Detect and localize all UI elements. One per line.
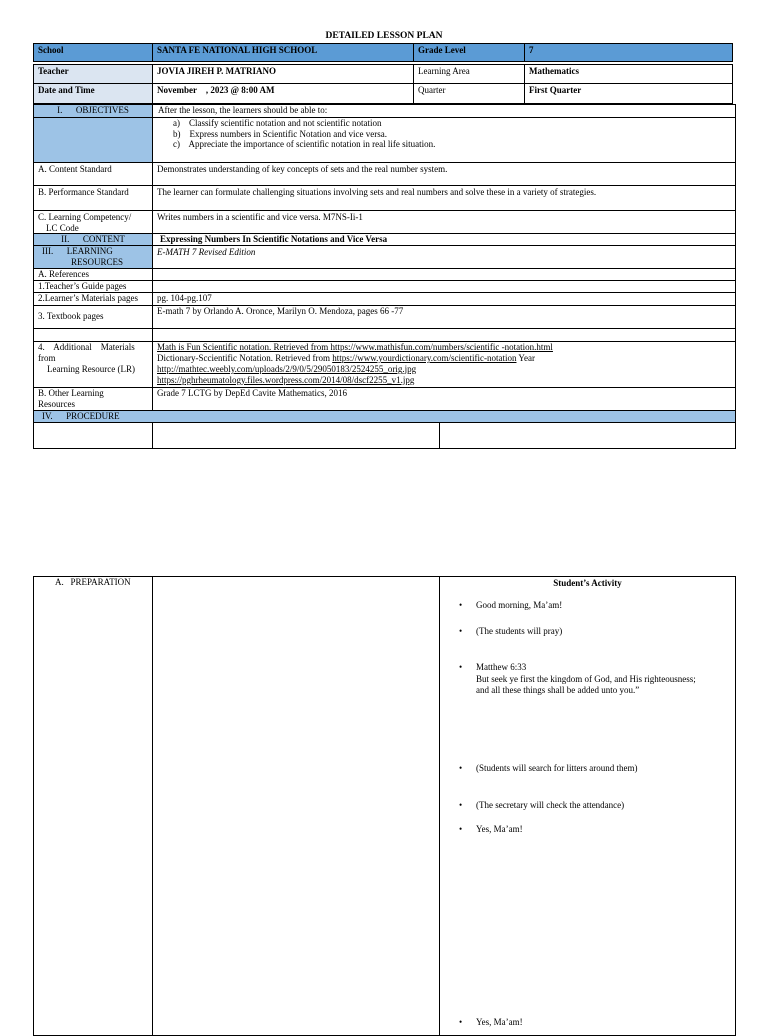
teachers-guide-label: 1.Teacher’s Guide pages xyxy=(33,280,153,293)
student-activity-text: Matthew 6:33 xyxy=(476,662,527,672)
teacher-label: Teacher xyxy=(33,64,153,84)
procedure-cell-1 xyxy=(33,422,153,449)
procedure-label: IV. PROCEDURE xyxy=(33,410,736,423)
date-time-label: Date and Time xyxy=(33,83,153,104)
objectives-intro: After the lesson, the learners should be able to: xyxy=(153,105,735,118)
student-activity-header: Student’s Activity xyxy=(553,578,622,588)
quarter-value: First Quarter xyxy=(524,83,733,104)
page-title: DETAILED LESSON PLAN xyxy=(325,31,443,41)
learning-resources-label-line: RESOURCES xyxy=(71,256,124,267)
quarter-label: Quarter xyxy=(413,83,525,104)
bible-verse-line: But seek ye first the kingdom of God, and His righteousness; xyxy=(476,673,696,684)
school-value: SANTA FE NATIONAL HIGH SCHOOL xyxy=(152,43,414,62)
mathtec-link[interactable]: http://mathtec.weebly.com/uploads/2/9/0/5/29050183/2524255_orig.jpg xyxy=(157,364,417,374)
textbook-value: E-math 7 by Orlando A. Oronce, Marilyn O. Mendoza, pages 66 -77 xyxy=(152,305,736,329)
student-activity-item xyxy=(459,626,732,638)
additional-material-line xyxy=(157,342,731,353)
content-standard-label: A. Content Standard xyxy=(33,162,153,186)
learning-resources-value: E-MATH 7 Revised Edition xyxy=(152,245,736,269)
textbook-label: 3. Textbook pages xyxy=(33,305,153,329)
competency-label xyxy=(33,210,153,234)
student-activity-text: (The students will pray) xyxy=(476,626,563,636)
additional-material-text: Dictionary-Sccientific Notation. Retrieved from xyxy=(157,353,333,363)
grade-level-label: Grade Level xyxy=(413,43,525,62)
performance-standard-label: B. Performance Standard xyxy=(33,185,153,211)
content-standard-value: Demonstrates understanding of key concepts of sets and the real number system. xyxy=(152,162,736,186)
student-activity-item xyxy=(459,824,732,836)
student-activity-item xyxy=(459,763,732,775)
learning-resources-label xyxy=(33,245,153,269)
bullet-icon: • xyxy=(459,763,463,773)
student-activity-item xyxy=(459,800,732,812)
additional-materials-label-line: Learning Resource (LR) xyxy=(47,364,135,374)
other-resources-value: Grade 7 LCTG by DepEd Cavite Mathematics, 2016 xyxy=(152,387,736,411)
mathisfun-link[interactable]: https://www.mathisfun.com/numbers/scientific -notation.html xyxy=(330,342,553,352)
preparation-label: A. PREPARATION xyxy=(33,576,153,1036)
grade-level-value: 7 xyxy=(524,43,733,62)
objectives-label: I. OBJECTIVES xyxy=(34,105,152,118)
additional-material-line xyxy=(157,353,731,364)
bullet-icon: • xyxy=(459,626,463,636)
other-resources-label-line: B. Other Learning xyxy=(38,388,104,398)
bullet-icon: • xyxy=(459,1017,463,1027)
additional-materials-value xyxy=(152,341,736,388)
objective-item: a) Classify scientific notation and not scientific notation xyxy=(173,118,382,128)
learners-materials-label: 2.Learner’s Materials pages xyxy=(33,292,153,306)
references-label: A. References xyxy=(33,268,153,281)
student-activity-item xyxy=(459,662,732,697)
competency-label-line: C. Learning Competency/ xyxy=(38,212,132,222)
blank-row-value xyxy=(152,328,736,342)
bullet-icon: • xyxy=(459,824,463,834)
additional-materials-label xyxy=(33,341,153,388)
student-activity-item xyxy=(459,600,732,612)
objective-item: c) Appreciate the importance of scientific notation in real life situation. xyxy=(173,139,436,149)
procedure-cell-3 xyxy=(439,422,736,449)
additional-material-text: Math is Fun Scientific notation. Retrieved from xyxy=(157,342,331,352)
performance-standard-value: The learner can formulate challenging situations involving sets and real numbers and solve these in a variety of strategies. xyxy=(152,185,736,211)
objectives-label-cell xyxy=(33,104,153,163)
content-value: Expressing Numbers In Scientific Notations and Vice Versa xyxy=(152,233,736,246)
competency-value: Writes numbers in a scientific and vice versa. M7NS-Ii-1 xyxy=(152,210,736,234)
bible-verse-line: and all these things shall be added unto you.” xyxy=(476,685,640,695)
competency-label-line: LC Code xyxy=(46,222,79,233)
objectives-content xyxy=(152,104,736,163)
student-activity-text: (Students will search for litters around them) xyxy=(476,763,638,773)
student-activity-text: Yes, Ma’am! xyxy=(476,1017,523,1027)
teacher-value: JOVIA JIREH P. MATRIANO xyxy=(152,64,414,84)
bullet-icon: • xyxy=(459,600,463,610)
procedure-cell-2 xyxy=(152,422,440,449)
student-activity-text: (The secretary will check the attendance) xyxy=(476,800,625,810)
learning-area-value: Mathematics xyxy=(524,64,733,84)
date-time-value: November , 2023 @ 8:00 AM xyxy=(152,83,414,104)
pghrheumatology-link[interactable]: https://pghrheumatology.files.wordpress.com/2014/08/dscf2255_v1.jpg xyxy=(157,375,415,385)
teacher-activity-cell xyxy=(152,576,440,1036)
additional-materials-label-line: from xyxy=(38,353,56,363)
objective-item: b) Express numbers in Scientific Notation and vice versa. xyxy=(173,128,387,139)
blank-row-label xyxy=(33,328,153,342)
student-activity-text: Yes, Ma’am! xyxy=(476,824,523,834)
learning-resources-label-line: III. LEARNING xyxy=(42,246,113,256)
other-resources-label-line: Resources xyxy=(38,398,75,409)
content-label: II. CONTENT xyxy=(33,233,153,246)
student-activity-text: Good morning, Ma’am! xyxy=(476,600,563,610)
learning-area-label: Learning Area xyxy=(413,64,525,84)
school-label: School xyxy=(33,43,153,62)
student-activity-item xyxy=(459,1017,732,1029)
bullet-icon: • xyxy=(459,800,463,810)
yourdictionary-link[interactable]: https://www.yourdictionary.com/scientific-notation xyxy=(332,353,517,363)
additional-material-text: Year xyxy=(516,353,536,363)
other-resources-label xyxy=(33,387,153,411)
learners-materials-value: pg. 104-pg.107 xyxy=(152,292,736,306)
additional-materials-label-line: 4. Additional Materials xyxy=(38,342,135,352)
bullet-icon: • xyxy=(459,662,463,672)
